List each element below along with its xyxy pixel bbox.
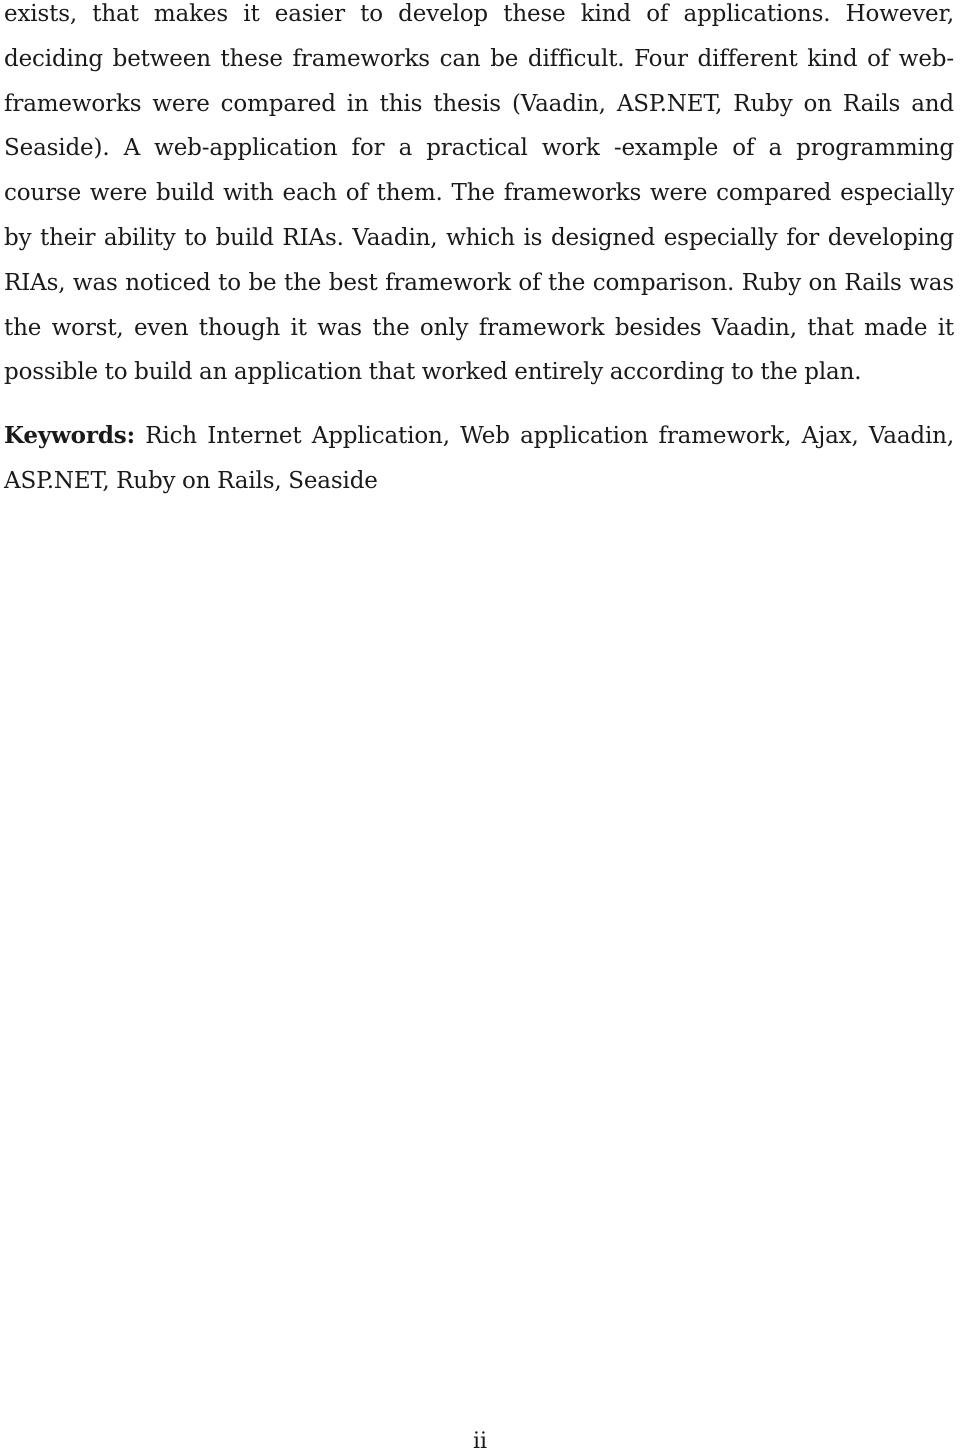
keywords-label: Keywords: <box>4 422 135 449</box>
page-number: ii <box>472 1429 488 1454</box>
keywords-list: Rich Internet Application, Web application framework, Ajax, Vaadin, ASP.NET, Ruby on Rails, Seaside <box>4 423 954 494</box>
keywords-paragraph <box>4 414 954 504</box>
abstract-paragraph: exists, that makes it easier to develop these kind of applications. However, deciding between these frameworks can be difficult. Four different kind of web-frameworks were compared in this thesis (Vaadin, ASP.NET, Ruby on Rails and Seaside). A web-application for a practical work -example of a programming course were build with each of them. The frameworks were compared especially by their ability to build RIAs. Vaadin, which is designed especially for developing RIAs, was noticed to be the best framework of the comparison. Ruby on Rails was the worst, even though it was the only framework besides Vaadin, that made it possible to build an application that worked entirely according to the plan. <box>4 1 954 386</box>
